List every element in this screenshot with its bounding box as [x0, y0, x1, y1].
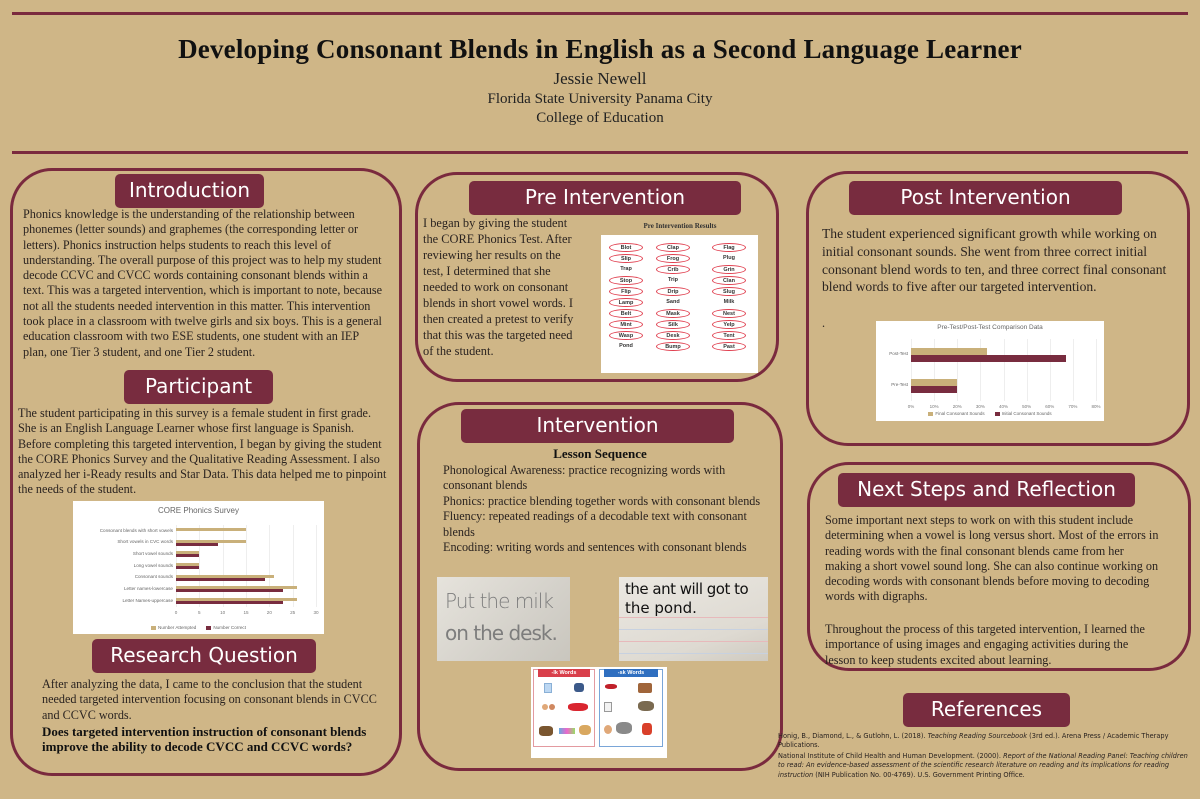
- lesson-step: Phonological Awareness: practice recognizing words with consonant blends: [443, 463, 726, 493]
- pretest-word: Drip: [656, 287, 690, 296]
- bulk-icon: [579, 725, 591, 735]
- reference-1-authors: Honig, B., Diamond, L., & Gutlohn, L. (2018).: [778, 732, 928, 740]
- gridline: [269, 525, 270, 607]
- lk-sk-words-chart: [531, 667, 667, 758]
- photo-handwriting-line: the pond.: [625, 599, 697, 617]
- bar-number-correct: [176, 578, 265, 581]
- chart-title: CORE Phonics Survey: [158, 506, 239, 515]
- pretest-word: Nest: [712, 309, 746, 318]
- chalk-icon: [559, 728, 575, 734]
- reference-1-publisher: (3rd ed.). Arena Press / Academic Therapy Publications.: [778, 732, 1169, 750]
- risk-icon: [638, 701, 654, 711]
- bar-number-correct: [176, 601, 283, 604]
- lesson-sequence-subheading: Lesson Sequence: [553, 446, 647, 461]
- pretest-word: Lamp: [609, 298, 643, 307]
- x-tick-label: 20%: [952, 404, 962, 409]
- pretest-word: Sand: [666, 299, 680, 305]
- gridline: [1004, 339, 1005, 401]
- walk-icon: [574, 683, 584, 692]
- category-label: Pre-Test: [891, 382, 908, 388]
- x-tick-label: 20: [266, 609, 272, 615]
- photo-handwriting-line: the ant will got to: [625, 580, 749, 598]
- desk-icon: [638, 683, 652, 693]
- pretest-word: Plug: [723, 255, 735, 261]
- x-tick-label: 10: [220, 609, 226, 615]
- x-tick-label: 0%: [907, 404, 915, 409]
- category-label: Letter names-lowercase: [123, 586, 173, 592]
- introduction-body: Phonics knowledge is the understanding of the relationship between phonemes (letter sounds) and graphemes (the corresponding letter or letters). Phonics instruction helps students to reach this level of understanding. The overall purpose of this project was to help my student decode CCVC and CVCC words containing consonant blends within a text. This was a targeted intervention, which is important to note, because not all the students needed intervention in this matter. This intervention took place in a classroom with twelve girls and six boys. This is a general education classroom with two ESE students, one student with an IEP plan, one Tier 3 student, and one Tier 2 student.: [23, 207, 382, 359]
- category-label: Letter Names-uppercase: [122, 597, 173, 603]
- lk-words-panel: [533, 669, 595, 747]
- poster-title: Developing Consonant Blends in English as a Second Language Learner: [178, 34, 1022, 64]
- gridline: [199, 525, 200, 607]
- lesson-step: Fluency: repeated readings of a decodable text with consonant blends: [443, 509, 747, 539]
- mask-icon: [605, 684, 617, 689]
- student-writing-photo-2: [619, 577, 768, 661]
- x-tick-label: 50%: [1022, 404, 1032, 409]
- x-tick-label: 30: [313, 609, 319, 615]
- elk-icon: [539, 726, 553, 736]
- lesson-step: Encoding: writing words and sentences with consonant blends: [443, 540, 747, 555]
- reference-2-authors: National Institute of Child Health and Human Development. (2000).: [778, 752, 1004, 760]
- tusk-icon: [616, 722, 632, 734]
- pretest-word: Trip: [667, 277, 679, 283]
- ruled-line: [619, 641, 768, 642]
- gridline: [1027, 339, 1028, 401]
- milk-icon: [544, 683, 552, 693]
- pretest-word: Silk: [656, 320, 690, 329]
- pretest-word: Slug: [712, 287, 746, 296]
- pretest-word: Yelp: [712, 320, 746, 329]
- introduction-heading: Introduction: [115, 174, 264, 208]
- pretest-word: Belt: [609, 309, 643, 318]
- intervention-heading: Intervention: [461, 409, 734, 443]
- x-tick-label: 25: [290, 609, 296, 615]
- bar-number-correct: [176, 554, 199, 557]
- chart-title: Pre-Test/Post-Test Comparison Data: [937, 324, 1043, 331]
- x-tick-label: 5: [198, 609, 201, 615]
- bar-number-correct: [176, 543, 218, 546]
- lk-words-title: -lk Words: [538, 669, 590, 677]
- category-label: Long vowel sounds: [133, 562, 173, 568]
- bar-number-attempted: [176, 528, 246, 531]
- pretest-word: Blot: [609, 243, 643, 252]
- bar-number-correct: [176, 566, 199, 569]
- pretest-word: Mask: [656, 309, 690, 318]
- poster-header: [0, 34, 1200, 127]
- photo-handwriting-line: on the desk.: [445, 621, 557, 645]
- pretest-word: Flag: [712, 243, 746, 252]
- gridline: [1050, 339, 1051, 401]
- legend-item: Number Correct: [206, 625, 246, 630]
- pretest-word: Past: [712, 342, 746, 351]
- lesson-step: Phonics: practice blending together words with consonant blends: [443, 493, 761, 508]
- bar-final-consonant-sounds: [911, 348, 987, 355]
- core-phonics-survey-chart: [73, 501, 324, 634]
- top-rule: [12, 12, 1188, 15]
- category-label: Consonant blends with short vowels: [99, 527, 173, 533]
- student-writing-photo-1: [437, 577, 570, 661]
- legend-swatch: [995, 412, 1000, 416]
- pre-intervention-word-grid: [601, 235, 758, 373]
- pretest-word: Grin: [712, 265, 746, 274]
- x-tick-label: 60%: [1045, 404, 1055, 409]
- category-label: Consonant sounds: [134, 574, 173, 580]
- poster-institution: Florida State University Panama City: [487, 91, 713, 107]
- brisk-icon: [642, 723, 652, 735]
- chart-legend: [876, 411, 1104, 416]
- gridline: [1073, 339, 1074, 401]
- legend-item: Number Attempted: [151, 625, 196, 630]
- ask-icon: [604, 725, 612, 734]
- ruled-line: [619, 629, 768, 630]
- pretest-word: Slip: [609, 254, 643, 263]
- research-question-text: Does targeted intervention instruction of consonant blends improve the ability to decode CVCC and CCVC words?: [42, 724, 367, 755]
- pretest-word: Crib: [656, 265, 690, 274]
- category-label: Short vowel sounds: [132, 550, 173, 556]
- legend-item: Final Consonant Sounds: [928, 411, 984, 416]
- reference-1: [778, 732, 1193, 751]
- bar-final-consonant-sounds: [911, 379, 957, 386]
- post-intervention-heading: Post Intervention: [849, 181, 1122, 215]
- pretest-word: Clap: [656, 243, 690, 252]
- legend-swatch: [206, 626, 211, 630]
- next-steps-heading: Next Steps and Reflection: [838, 473, 1135, 507]
- legend-item: Initial Consonant Sounds: [995, 411, 1052, 416]
- gridline: [293, 525, 294, 607]
- pre-post-comparison-chart: [876, 321, 1104, 421]
- gridline: [223, 525, 224, 607]
- pretest-word: Clan: [712, 276, 746, 285]
- post-intervention-dot: .: [822, 316, 826, 330]
- pretest-word: Milk: [723, 299, 735, 305]
- sk-words-panel: [599, 669, 663, 747]
- pre-intervention-heading: Pre Intervention: [469, 181, 741, 215]
- x-tick-label: 15: [243, 609, 249, 615]
- poster-college: College of Education: [536, 110, 664, 126]
- header-bottom-rule: [12, 151, 1188, 154]
- x-tick-label: 0: [174, 609, 178, 615]
- gridline: [316, 525, 317, 607]
- task-icon: [604, 702, 612, 712]
- reference-2: [778, 752, 1193, 780]
- pre-intervention-results-title: Pre Intervention Results: [643, 222, 717, 230]
- photo-handwriting-line: Put the milk: [445, 589, 553, 613]
- next-steps-paragraph-1: Some important next steps to work on with this student include determining when a vowel is long versus short. Most of the errors in reading words with the final consonant blends came from her making a short vowel sound long. She can also continue working on decoding words with consonant blends before moving to decoding words with digraphs.: [825, 513, 1159, 604]
- pretest-word: Trap: [620, 266, 632, 272]
- ruled-line: [619, 653, 768, 654]
- participant-body: The student participating in this survey is a female student in first grade. She is an English Language Learner whose first language is Spanish. Before completing this targeted intervention, I began by giving the student the CORE Phonics Survey and the Qualitative Reading Assessment. I also analyzed her i-Ready results and Star Data. This data helped me to pinpoint the needs of the student.: [18, 406, 387, 497]
- x-tick-label: 80%: [1091, 404, 1101, 409]
- legend-swatch: [151, 626, 156, 630]
- talk-icon: [542, 704, 548, 710]
- x-tick-label: 10%: [929, 404, 939, 409]
- research-question-body: After analyzing the data, I came to the conclusion that the student needed targeted intervention focusing on consonant blends in CVCC and CCVC words.: [42, 677, 377, 722]
- bar-initial-consonant-sounds: [911, 386, 957, 393]
- next-steps-paragraph-2: Throughout the process of this targeted intervention, I learned the importance of using images and engaging activities during the lesson to keep students excited about learning.: [825, 622, 1145, 667]
- chart-legend: [73, 625, 324, 630]
- legend-swatch: [928, 412, 933, 416]
- reference-2-title: Report of the National Reading Panel: Teaching children to read: An evidence-based assessment of the scientific research literature on reading and its implications for reading instruction: [778, 752, 1188, 779]
- x-tick-label: 30%: [975, 404, 985, 409]
- pretest-word: Frog: [656, 254, 690, 263]
- sk-words-title: -sk Words: [604, 669, 658, 677]
- pretest-word: Bump: [656, 342, 690, 351]
- reference-1-title: Teaching Reading Sourcebook: [927, 732, 1028, 740]
- x-tick-label: 40%: [998, 404, 1008, 409]
- reference-2-publisher: (NIH Publication No. 00-4769). U.S. Government Printing Office.: [813, 770, 1025, 779]
- pretest-word: Desk: [656, 331, 690, 340]
- gridline: [1096, 339, 1097, 401]
- ruled-line: [619, 617, 768, 618]
- silk-icon: [568, 703, 588, 711]
- poster-author: Jessie Newell: [553, 69, 647, 88]
- research-question-heading: Research Question: [92, 639, 316, 673]
- pretest-word: Wasp: [609, 331, 643, 340]
- pretest-word: Tent: [712, 331, 746, 340]
- category-label: Short vowels in CVC words: [117, 539, 173, 545]
- pretest-word: Flip: [609, 287, 643, 296]
- participant-heading: Participant: [124, 370, 273, 404]
- bar-number-correct: [176, 589, 283, 592]
- bar-initial-consonant-sounds: [911, 355, 1066, 362]
- lesson-steps-list: [443, 463, 773, 555]
- category-label: Post-Test: [889, 351, 908, 357]
- pretest-word: Mint: [609, 320, 643, 329]
- pretest-word: Pond: [619, 343, 633, 349]
- pre-intervention-body: I began by giving the student the CORE Phonics Test. After reviewing her results on the test, I determined that she needed to work on consonant blends in short vowel words. I then created a pretest to verify that this was the targeted need of the student.: [423, 216, 574, 358]
- gridline: [246, 525, 247, 607]
- pretest-word: Stop: [609, 276, 643, 285]
- post-intervention-body: The student experienced significant growth while working on initial consonant sounds. She went from three correct initial consonant blend words to ten, and three correct final consonant blend words to five after our targeted intervention.: [822, 226, 1167, 295]
- x-tick-label: 70%: [1068, 404, 1078, 409]
- references-heading: References: [903, 693, 1070, 727]
